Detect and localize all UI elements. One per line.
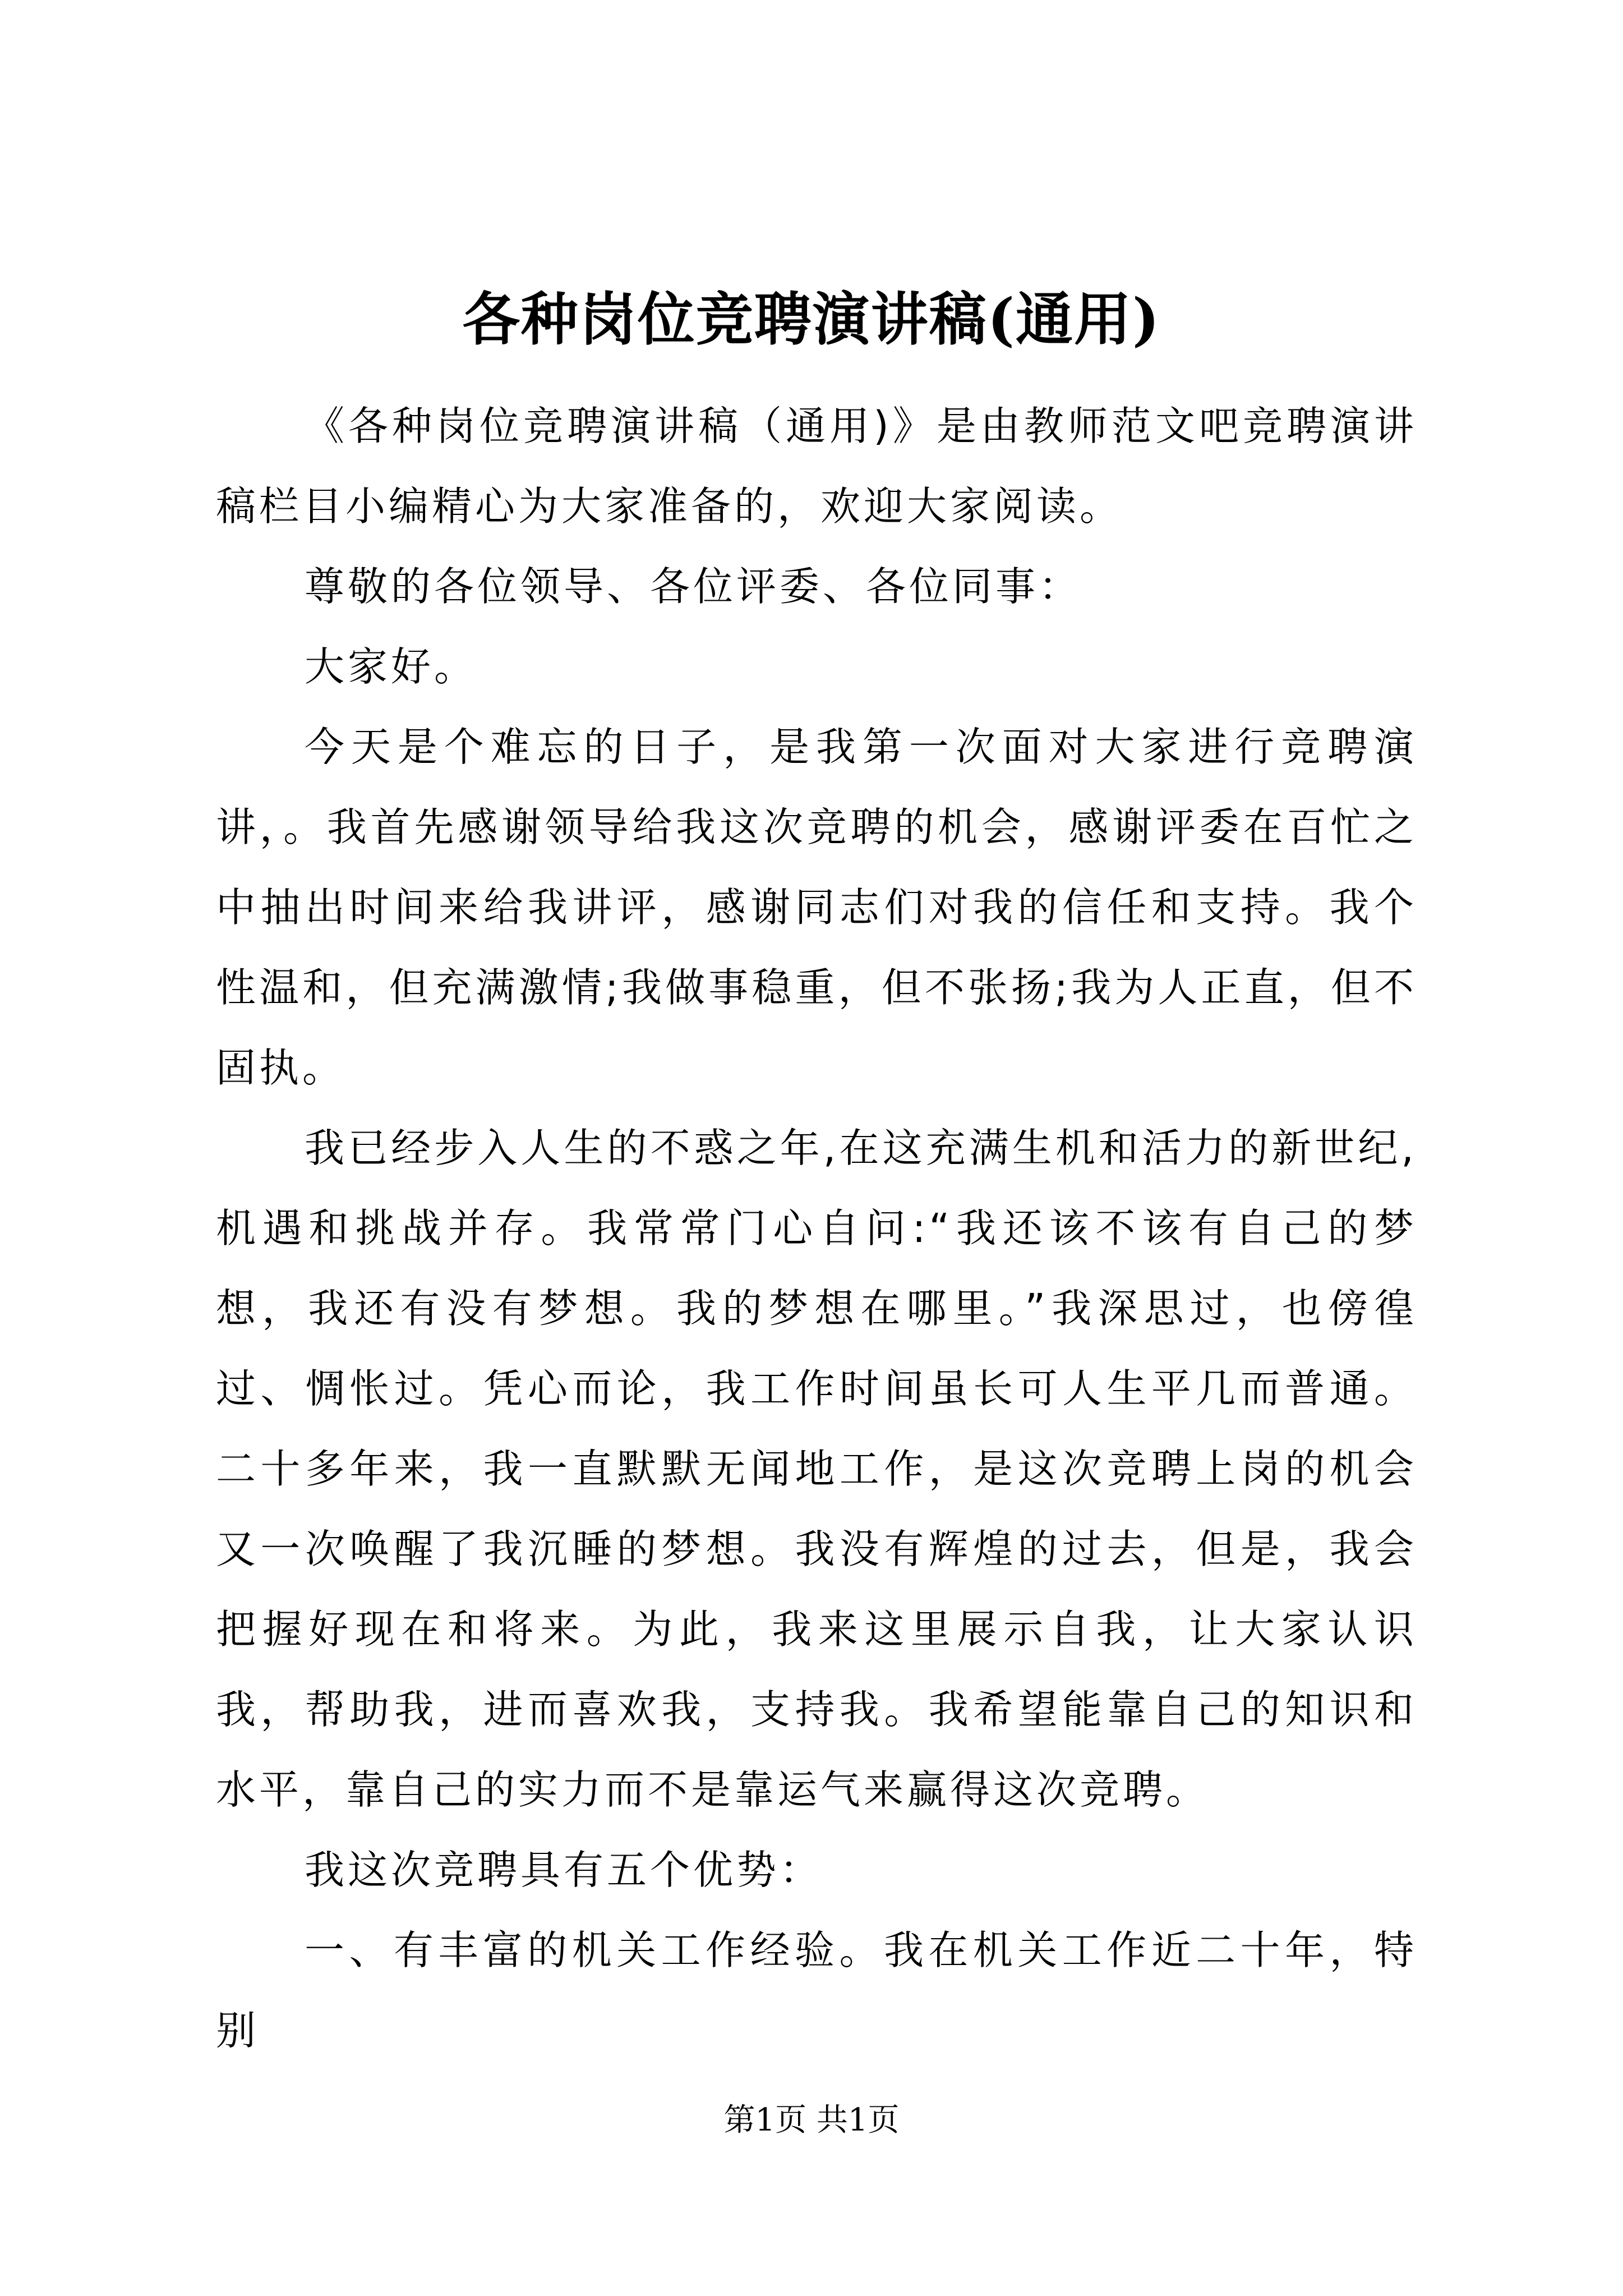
paragraph-intro: 《各种岗位竞聘演讲稿（通用)》是由教师范文吧竞聘演讲稿栏目小编精心为大家准备的，欢迎大家阅读。 — [216, 403, 1417, 530]
paragraph-dream: 我已经步入人生的不惑之年,在这充满生机和活力的新世纪,机遇和挑战并存。我常常门心自问:“我还该不该有自己的梦想，我还有没有梦想。我的梦想在哪里。”我深思过，也傍徨过、惆怅过。凭心而论，我工作时间虽长可人生平几而普通。二十多年来，我一直默默无闻地工作，是这次竞聘上岗的机会又一次唤醒了我沉睡的梦想。我没有辉煌的过去，但是，我会把握好现在和将来。为此，我来这里展示自我，让大家认识我，帮助我，进而喜欢我，支持我。我希望能靠自己的知识和水平，靠自己的实力而不是靠运气来赢得这次竞聘。 — [216, 1125, 1417, 1813]
document-title: 各种岗位竞聘演讲稿(通用) — [462, 286, 1161, 353]
paragraph-advantages-heading: 我这次竞聘具有五个优势： — [305, 1847, 823, 1893]
page-footer: 第1页 共1页 — [723, 2102, 900, 2138]
paragraph-greeting: 大家好。 — [305, 643, 478, 690]
paragraph-salutation: 尊敬的各位领导、各位评委、各位同事： — [305, 563, 1082, 610]
paragraph-opening: 今天是个难忘的日子，是我第一次面对大家进行竞聘演讲，。我首先感谢领导给我这次竞聘的机会，感谢评委在百忙之中抽出时间来给我讲评，感谢同志们对我的信任和支持。我个性温和，但充满激情;我做事稳重，但不张扬;我为人正直，但不固执。 — [216, 724, 1417, 1091]
paragraph-advantage-one: 一、有丰富的机关工作经验。我在机关工作近二十年，特别 — [216, 1927, 1417, 2054]
document-body — [216, 386, 1417, 2070]
